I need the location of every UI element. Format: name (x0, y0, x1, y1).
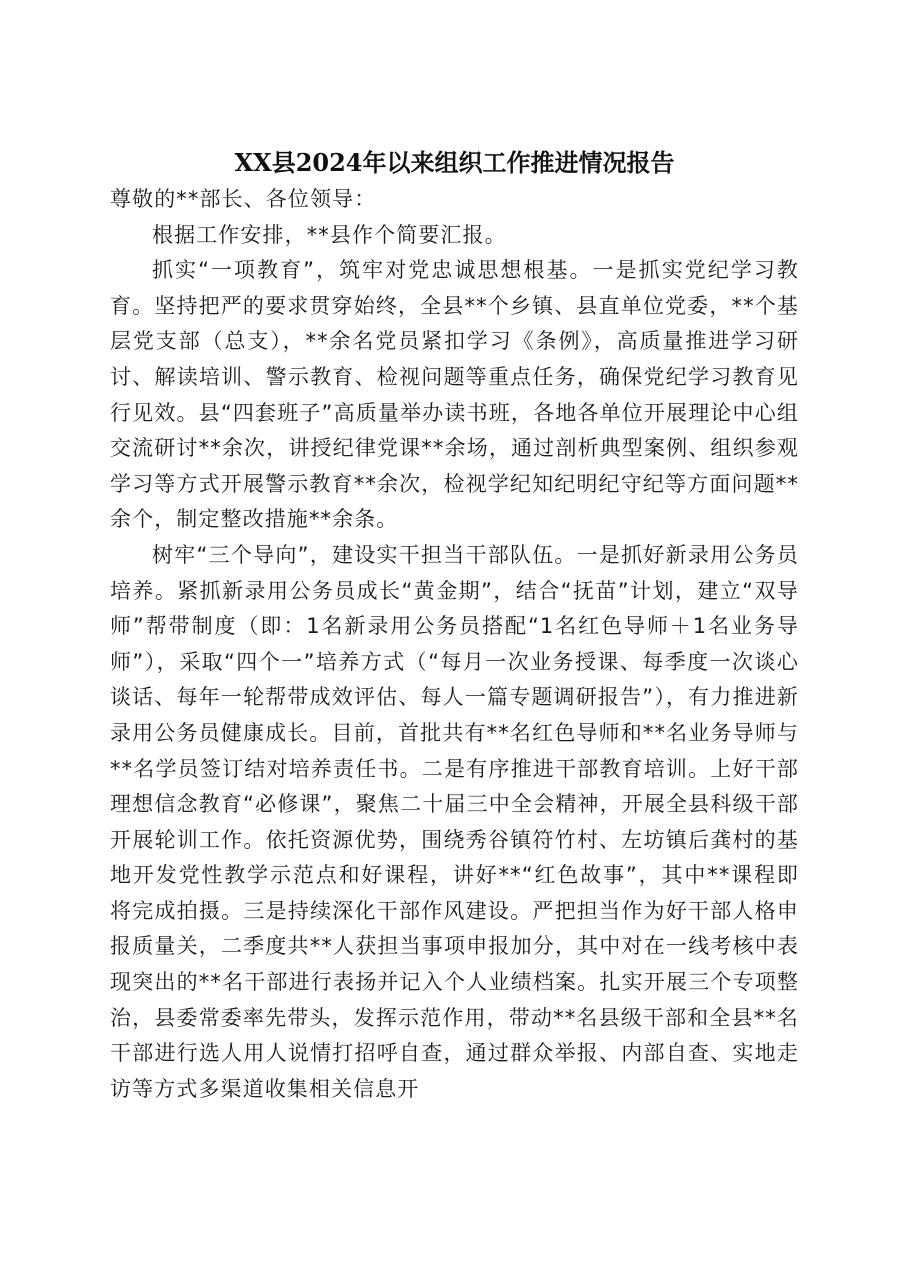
salutation: 尊敬的**部长、各位领导： (110, 187, 377, 211)
paragraph-intro: 根据工作安排，**县作个简要汇报。 (152, 222, 507, 247)
document-body (110, 182, 799, 1107)
document-title: XX县2024年以来组织工作推进情况报告 (234, 148, 675, 177)
paragraph-education: 抓实“一项教育”，筑牢对党忠诚思想根基。一是抓实党纪学习教育。坚持把严的要求贯穿始终，全县**个乡镇、县直单位党委，**个基层党支部（总支），**余名党员紧扣学习《条例》，高质量推进学习研讨、解读培训、警示教育、检视问题等重点任务，确保党纪学习教育见行见效。县“四套班子”高质量举办读书班，各地各单位开展理论中心组交流研讨**余次，讲授纪律党课**余场，通过剖析典型案例、组织参观学习等方式开展警示教育**余次，检视学纪知纪明纪守纪等方面问题**余个，制定整改措施**余条。 (110, 258, 799, 532)
paragraph-cadre-team: 树牢“三个导向”，建设实干担当干部队伍。一是抓好新录用公务员培养。紧抓新录用公务员成长“黄金期”，结合“抚苗”计划，建立“双导师”帮带制度（即：1名新录用公务员搭配“1名红色导师＋1名业务导师”），采取“四个一”培养方式（“每月一次业务授课、每季度一次谈心谈话、每年一轮帮带成效评估、每人一篇专题调研报告”），有力推进新录用公务员健康成长。目前，首批共有**名红色导师和**名业务导师与**名学员签订结对培养责任书。二是有序推进干部教育培训。上好干部理想信念教育“必修课”，聚焦二十届三中全会精神，开展全县科级干部开展轮训工作。依托资源优势，围绕秀谷镇符竹村、左坊镇后龚村的基地开发党性教学示范点和好课程，讲好**“红色故事”，其中**课程即将完成拍摄。三是持续深化干部作风建设。严把担当作为好干部人格申报质量关，二季度共**人获担当事项申报加分，其中对在一线考核中表现突出的**名干部进行表扬并记入个人业绩档案。扎实开展三个专项整治，县委常委率先带头，发挥示范作用，带动**名县级干部和全县**名干部进行选人用人说情打招呼自查，通过群众举报、内部自查、实地走访等方式多渠道收集相关信息开 (110, 542, 799, 1101)
